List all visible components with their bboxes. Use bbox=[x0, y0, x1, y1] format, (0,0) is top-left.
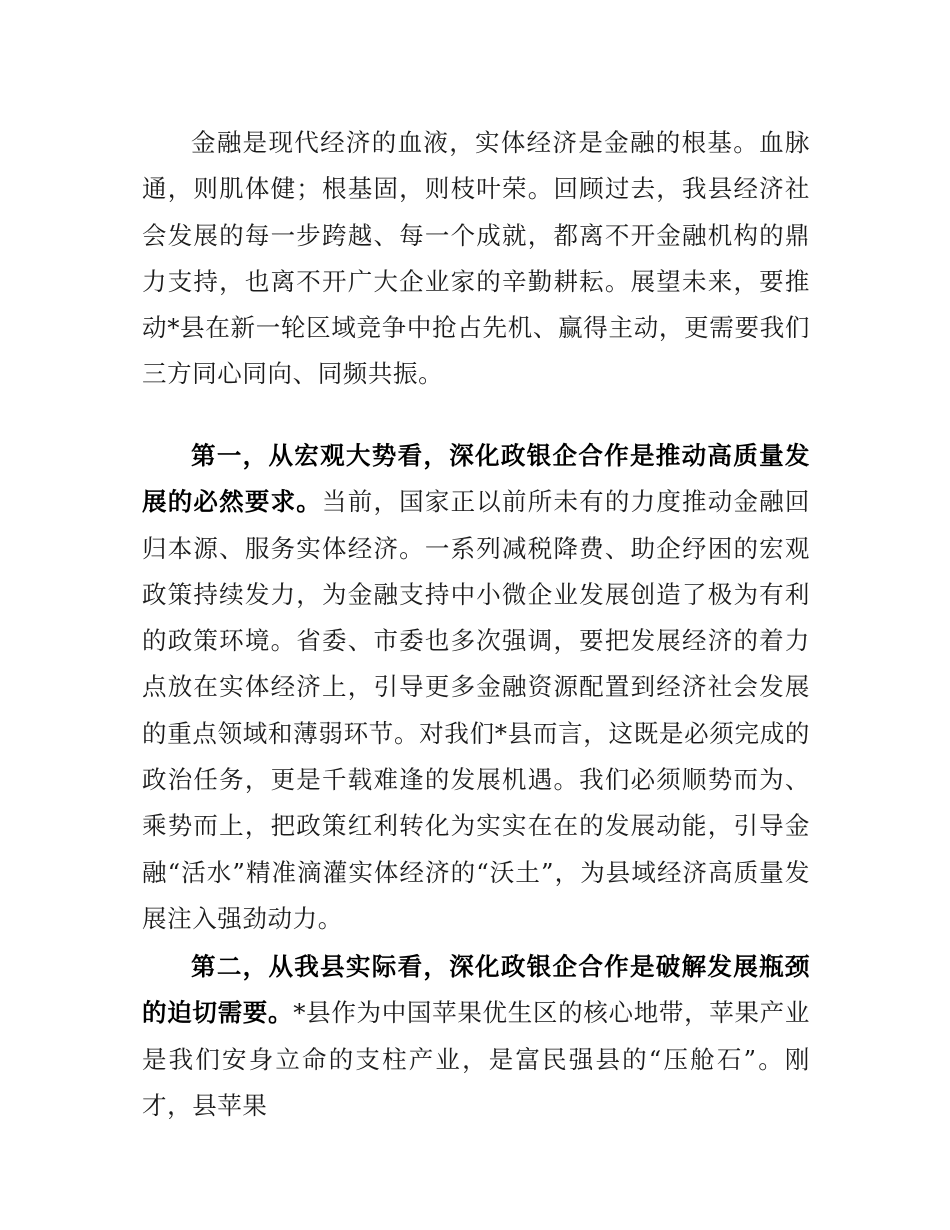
paragraph-first-point bbox=[142, 433, 810, 942]
paragraph-intro-text: 金融是现代经济的血液，实体经济是金融的根基。血脉通，则肌体健；根基固，则枝叶荣。回顾过去，我县经济社会发展的每一步跨越、每一个成就，都离不开金融机构的鼎力支持，也离不开广大企业家的辛勤耕耘。展望未来，要推动*县在新一轮区域竞争中抢占先机、赢得主动，更需要我们三方同心同向、同频共振。 bbox=[142, 128, 810, 389]
first-point-text: 当前，国家正以前所未有的力度推动金融回归本源、服务实体经济。一系列减税降费、助企纾困的宏观政策持续发力，为金融支持中小微企业发展创造了极为有利的政策环境。省委、市委也多次强调，要把发展经济的着力点放在实体经济上，引导更多金融资源配置到经济社会发展的重点领域和薄弱环节。对我们*县而言，这既是必须完成的政治任务，更是千载难逢的发展机遇。我们必须顺势而为、乘势而上，把政策红利转化为实实在在的发展动能，引导金融“活水”精准滴灌实体经济的“沃土”，为县域经济高质量发展注入强劲动力。 bbox=[142, 487, 810, 933]
second-point-heading: 第二，从我县实际看，深化政银企合作是破解发展瓶颈的迫切需要。 bbox=[142, 952, 810, 1028]
second-point-text: *县作为中国苹果优生区的核心地带，苹果产业是我们安身立命的支柱产业，是富民强县的“压舱石”。刚才，县苹果 bbox=[142, 998, 810, 1120]
paragraph-second-point bbox=[142, 944, 810, 1129]
first-point-heading: 第一，从宏观大势看，深化政银企合作是推动高质量发展的必然要求。 bbox=[142, 441, 810, 517]
paragraph-intro bbox=[142, 120, 810, 398]
